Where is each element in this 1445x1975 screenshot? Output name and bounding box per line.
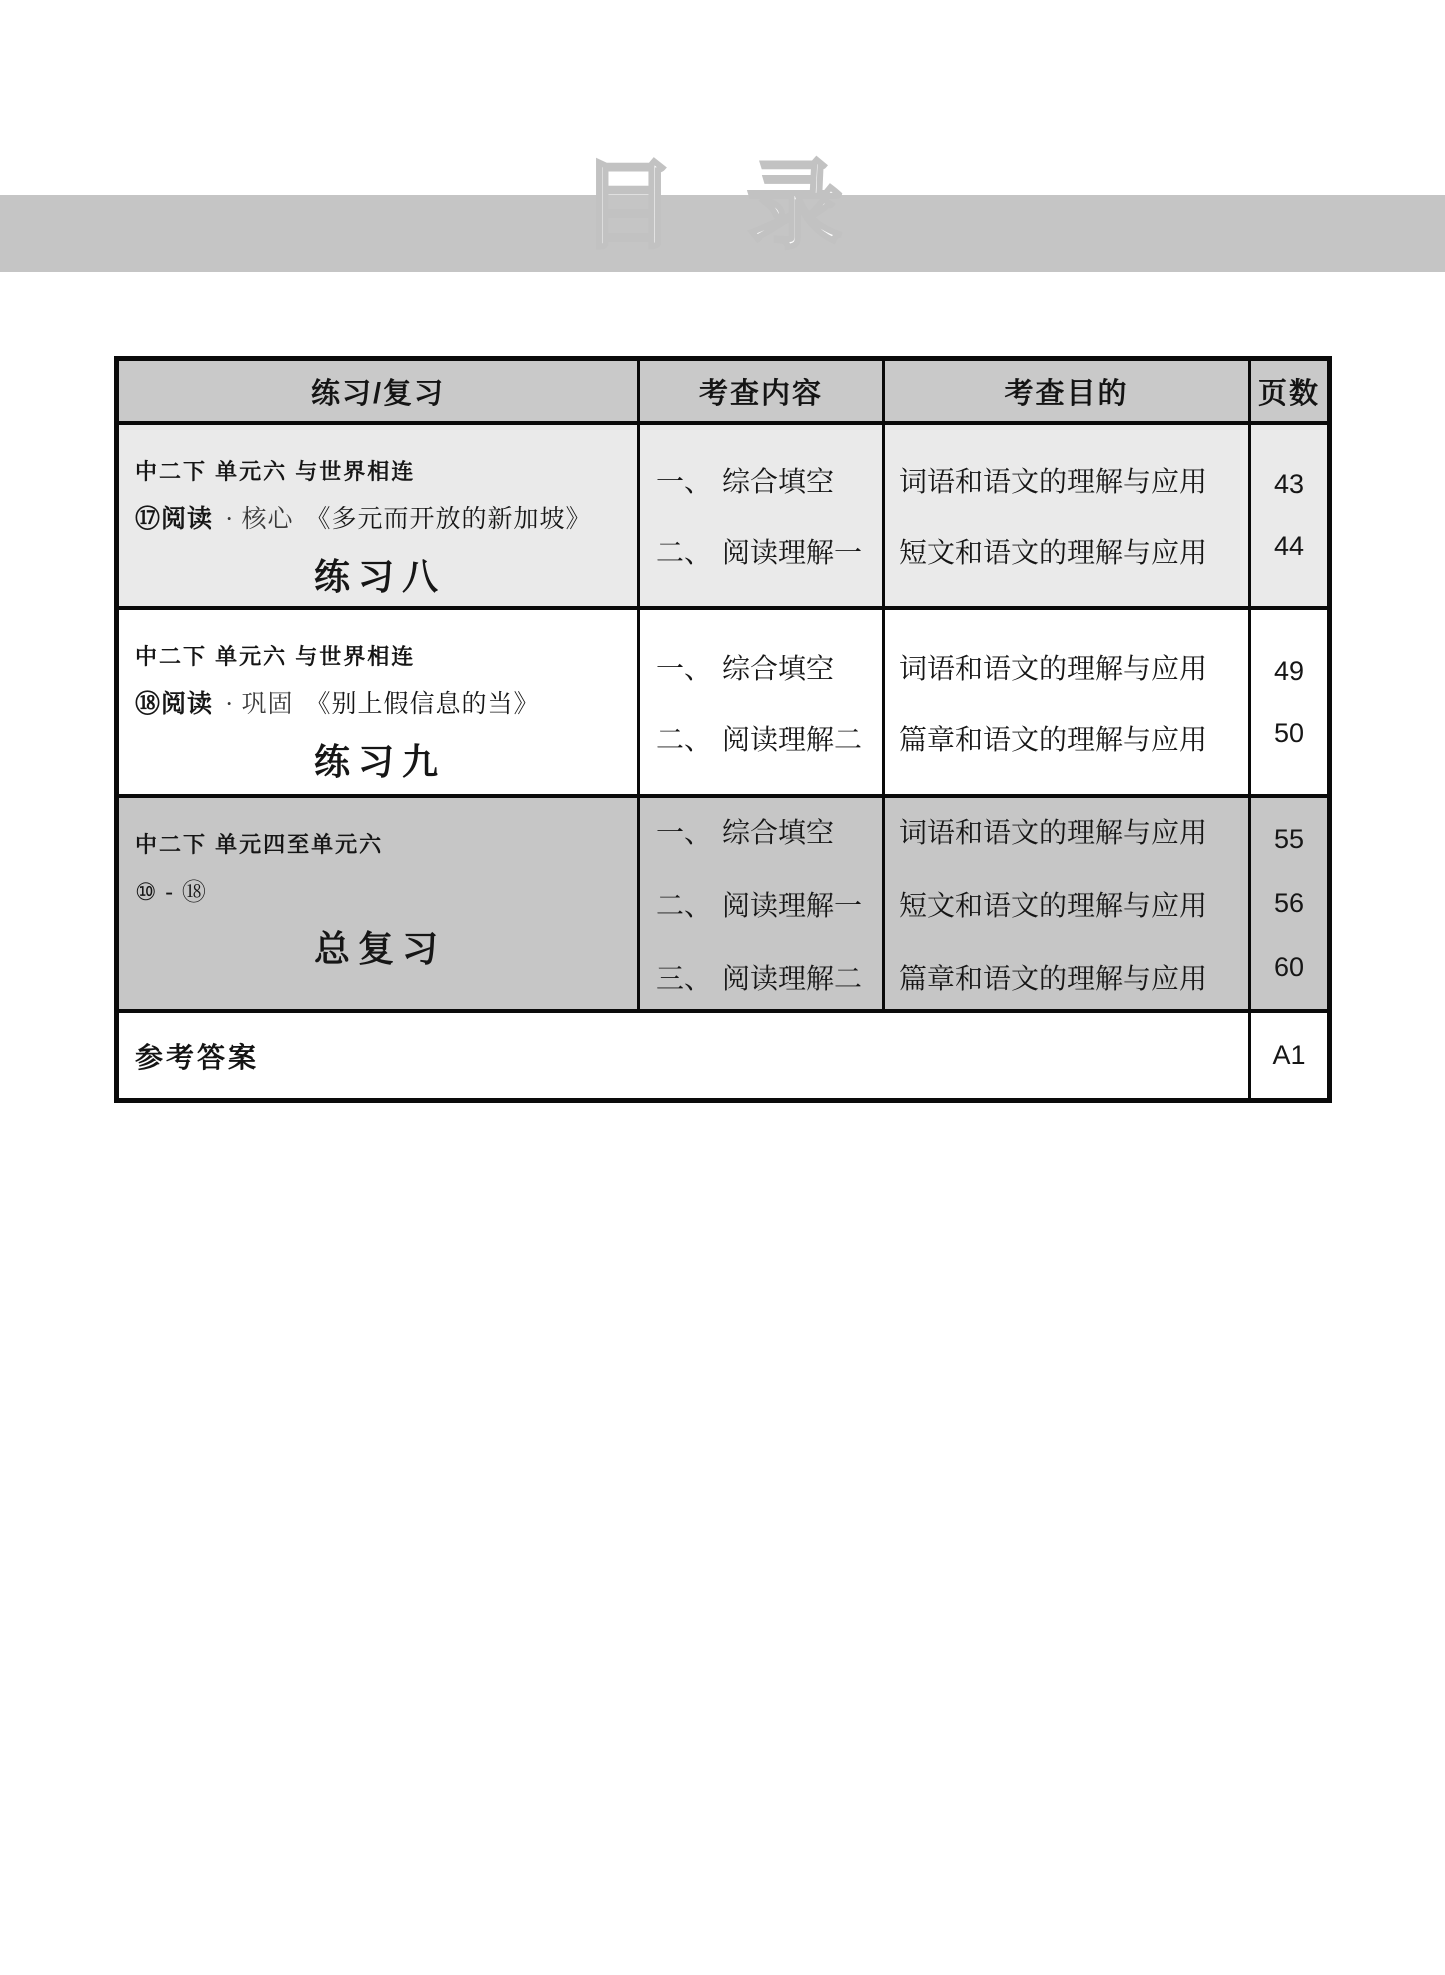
item-text: 阅读理解一: [722, 538, 863, 569]
exam-content-item: [656, 811, 882, 851]
exam-content-item: [656, 884, 882, 924]
item-number: 一、: [656, 653, 713, 685]
unit-line: 中二下 单元四至单元六: [135, 832, 384, 857]
answer-key-label: 参考答案: [135, 1041, 260, 1073]
exam-content-cell: [637, 425, 882, 606]
header-exam-content: 考查内容: [637, 361, 882, 421]
practice-cell: [119, 610, 637, 794]
page-number: 49: [1273, 655, 1305, 686]
lesson-title: 《别上假信息的当》: [305, 691, 540, 718]
page-number-cell: [1248, 610, 1327, 794]
exam-purpose-cell: [882, 425, 1248, 606]
exam-purpose-item: 篇章和语文的理解与应用: [899, 963, 1208, 995]
page-number: 44: [1273, 531, 1305, 561]
item-text: 阅读理解二: [722, 963, 863, 995]
exam-purpose-item: 短文和语文的理解与应用: [899, 890, 1208, 922]
item-text: 阅读理解一: [722, 890, 863, 922]
lesson-title: 《多元而开放的新加坡》: [305, 506, 592, 533]
exam-purpose-item: 短文和语文的理解与应用: [899, 538, 1208, 569]
page-number: 55: [1273, 824, 1305, 854]
lesson-prefix: ⑰阅读: [135, 505, 214, 533]
exam-content-cell: [637, 610, 882, 794]
exam-content-cell: [637, 798, 882, 1009]
page-number: 43: [1273, 469, 1305, 499]
practice-cell: [119, 425, 637, 606]
item-text: 综合填空: [722, 467, 835, 498]
table-row-exercise-9: [119, 606, 1327, 794]
answer-key-page: A1: [1248, 1013, 1327, 1098]
header-practice-review: 练习/复习: [310, 377, 446, 410]
item-number: 一、: [656, 467, 713, 498]
item-text: 综合填空: [722, 817, 835, 849]
lesson-range: ⑩ - ⑱: [135, 879, 207, 906]
page-number: 50: [1273, 717, 1305, 748]
exam-content-item: [656, 718, 882, 758]
unit-line: 中二下 单元六 与世界相连: [135, 459, 416, 484]
exam-purpose-cell: [882, 798, 1248, 1009]
lesson-note: · 核心: [224, 506, 294, 533]
exam-purpose-item: 词语和语文的理解与应用: [899, 817, 1208, 849]
item-number: 一、: [656, 817, 713, 849]
exam-purpose-item: 词语和语文的理解与应用: [899, 467, 1208, 498]
exam-purpose-cell: [882, 610, 1248, 794]
lesson-line: [135, 499, 625, 535]
page-number: 60: [1273, 952, 1305, 982]
exercise-name: 总复习: [313, 928, 446, 969]
item-number: 三、: [656, 963, 713, 995]
header-exam-purpose: 考查目的: [882, 361, 1248, 421]
exercise-name: 练习九: [313, 741, 446, 782]
item-number: 二、: [656, 538, 713, 569]
practice-cell: [119, 798, 637, 1009]
exam-purpose-item: 词语和语文的理解与应用: [899, 653, 1208, 685]
unit-line: 中二下 单元六 与世界相连: [135, 644, 416, 669]
table-header-row: [119, 361, 1327, 421]
exam-purpose-item: 篇章和语文的理解与应用: [899, 724, 1208, 756]
exam-content-item: [656, 647, 882, 687]
page-number: 56: [1273, 888, 1305, 918]
exam-content-item: [656, 957, 882, 997]
lesson-prefix: ⑱阅读: [135, 690, 214, 718]
item-text: 阅读理解二: [722, 724, 863, 756]
item-number: 二、: [656, 724, 713, 756]
header-page-number: 页数: [1248, 361, 1327, 421]
exam-content-item: [656, 531, 882, 571]
page-number-cell: [1248, 798, 1327, 1009]
table-row-general-review: [119, 794, 1327, 1009]
lesson-note: · 巩固: [224, 691, 294, 718]
lesson-line: [135, 684, 625, 720]
page-title: 目 录: [580, 153, 865, 260]
exercise-name: 练习八: [313, 556, 446, 597]
item-text: 综合填空: [722, 653, 835, 685]
item-number: 二、: [656, 890, 713, 922]
table-row-exercise-8: [119, 421, 1327, 606]
table-row-answer-key: [119, 1009, 1327, 1098]
page-number-cell: [1248, 425, 1327, 606]
exam-content-item: [656, 460, 882, 500]
toc-table: [114, 356, 1332, 1103]
